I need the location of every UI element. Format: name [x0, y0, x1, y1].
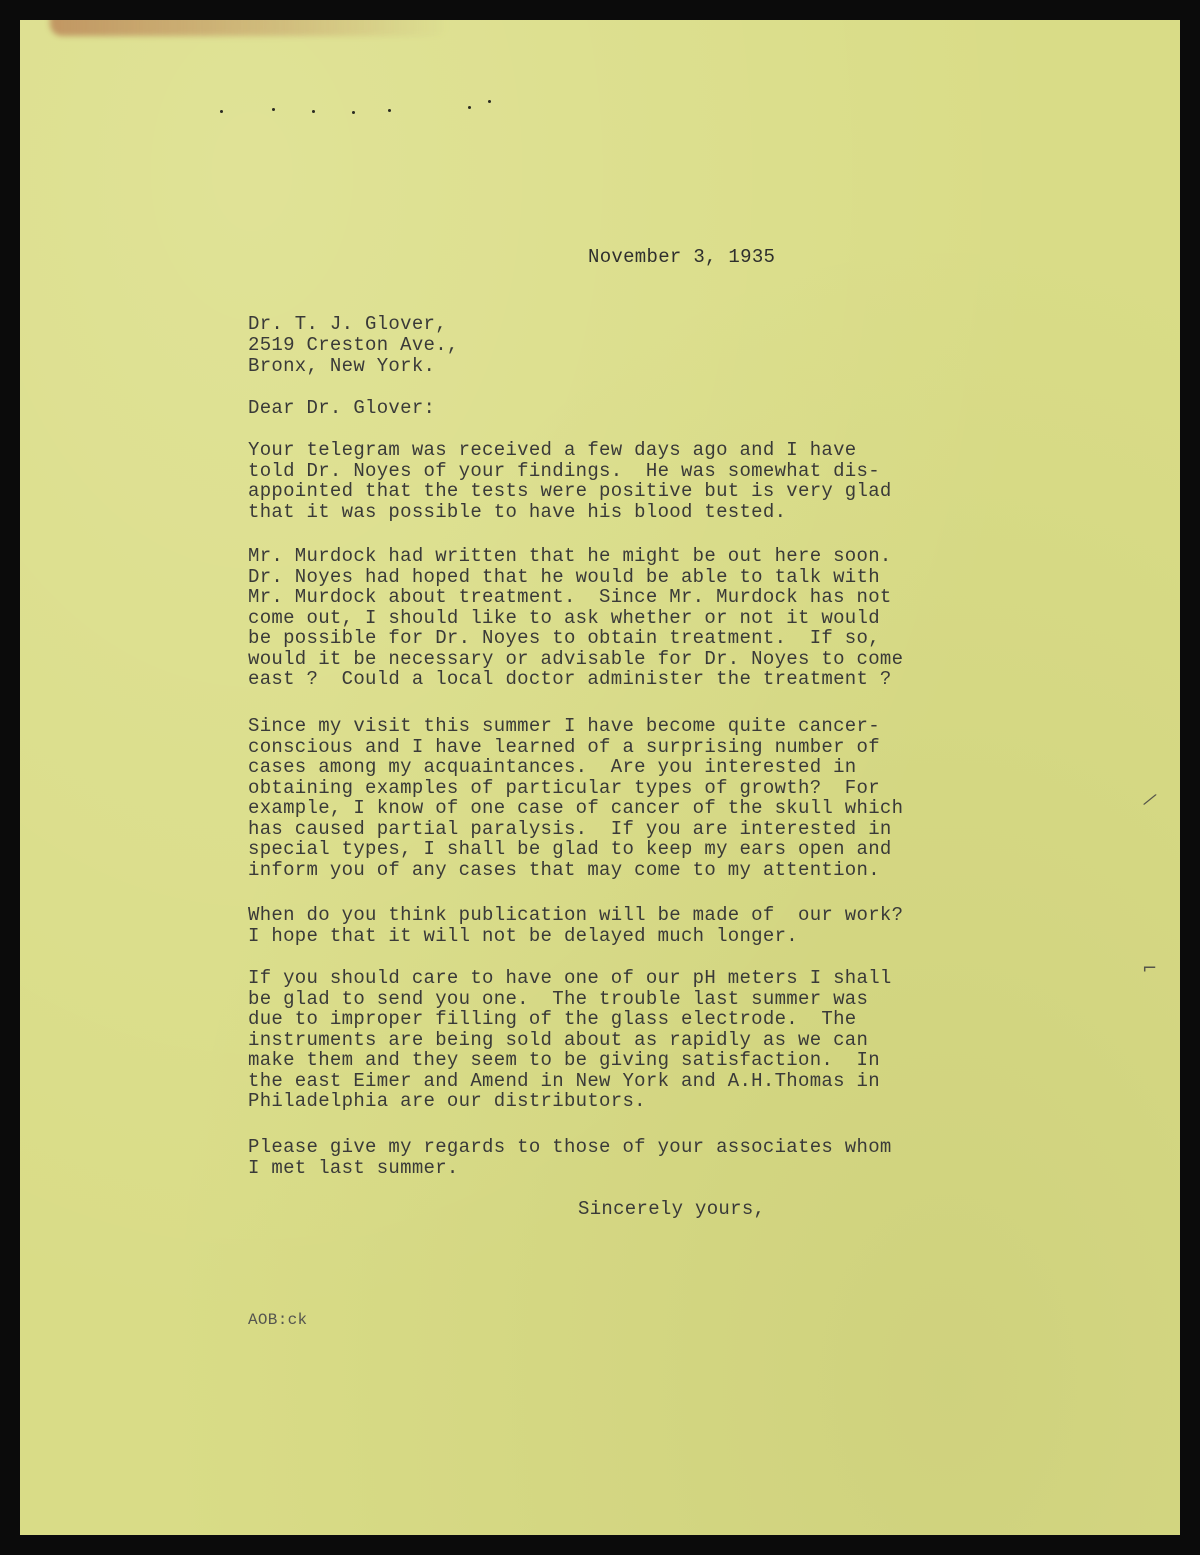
- stain-mark: [50, 20, 450, 36]
- recipient-address: [248, 314, 459, 377]
- paragraph-regards: Please give my regards to those of your associates whom I met last summer.: [248, 1136, 892, 1179]
- paragraph-publication: When do you think publication will be made of our work? I hope that it will not be delayed much longer.: [248, 904, 904, 947]
- ink-specks: [220, 106, 520, 118]
- ink-speck: [220, 110, 223, 113]
- margin-hook-mark: ⌐: [1142, 958, 1158, 979]
- recipient-street: 2519 Creston Ave.,: [248, 334, 459, 356]
- letter-date: November 3, 1935: [588, 246, 776, 268]
- ink-speck: [388, 109, 391, 112]
- paragraph-murdock: Mr. Murdock had written that he might be out here soon. Dr. Noyes had hoped that he would be able to talk with Mr. Murdock about treatment. Since Mr. Murdock has not come out, I should like to ask whether or not it would be possible for Dr. Noyes to obtain treatment. If so, would it be necessary or advisable for Dr. Noyes to come east ? Could a local doctor administer the treatment ?: [248, 545, 904, 690]
- typist-initials: AOB:ck: [248, 1311, 308, 1329]
- letter-page: [20, 20, 1180, 1535]
- ink-speck: [488, 100, 491, 103]
- ink-speck: [352, 111, 355, 114]
- paragraph-telegram: Your telegram was received a few days ago and I have told Dr. Noyes of your findings. He was somewhat dis- appointed that the tests were positive but is very glad that it was possible to have his blood tested.: [248, 439, 892, 523]
- closing: Sincerely yours,: [578, 1198, 766, 1220]
- margin-pencil-mark: ⁄: [1144, 790, 1155, 811]
- recipient-name: Dr. T. J. Glover,: [248, 313, 447, 335]
- paragraph-ph-meters: If you should care to have one of our pH meters I shall be glad to send you one. The trouble last summer was due to improper filling of the glass electrode. The instruments are being sold about as rapidly as we can make them and they seem to be giving satisfaction. In the east Eimer and Amend in New York and A.H.Thomas in Philadelphia are our distributors.: [248, 967, 892, 1112]
- ink-speck: [312, 110, 315, 113]
- paragraph-cancer-cases: Since my visit this summer I have become quite cancer- conscious and I have learned of a surprising number of cases among my acquaintances. Are you interested in obtaining examples of particular types of growth? For example, I know of one case of cancer of the skull which has caused partial paralysis. If you are interested in special types, I shall be glad to keep my ears open and inform you of any cases that may come to my attention.: [248, 715, 904, 881]
- ink-speck: [468, 106, 471, 109]
- ink-speck: [272, 108, 275, 111]
- salutation: Dear Dr. Glover:: [248, 397, 436, 419]
- recipient-city: Bronx, New York.: [248, 355, 436, 377]
